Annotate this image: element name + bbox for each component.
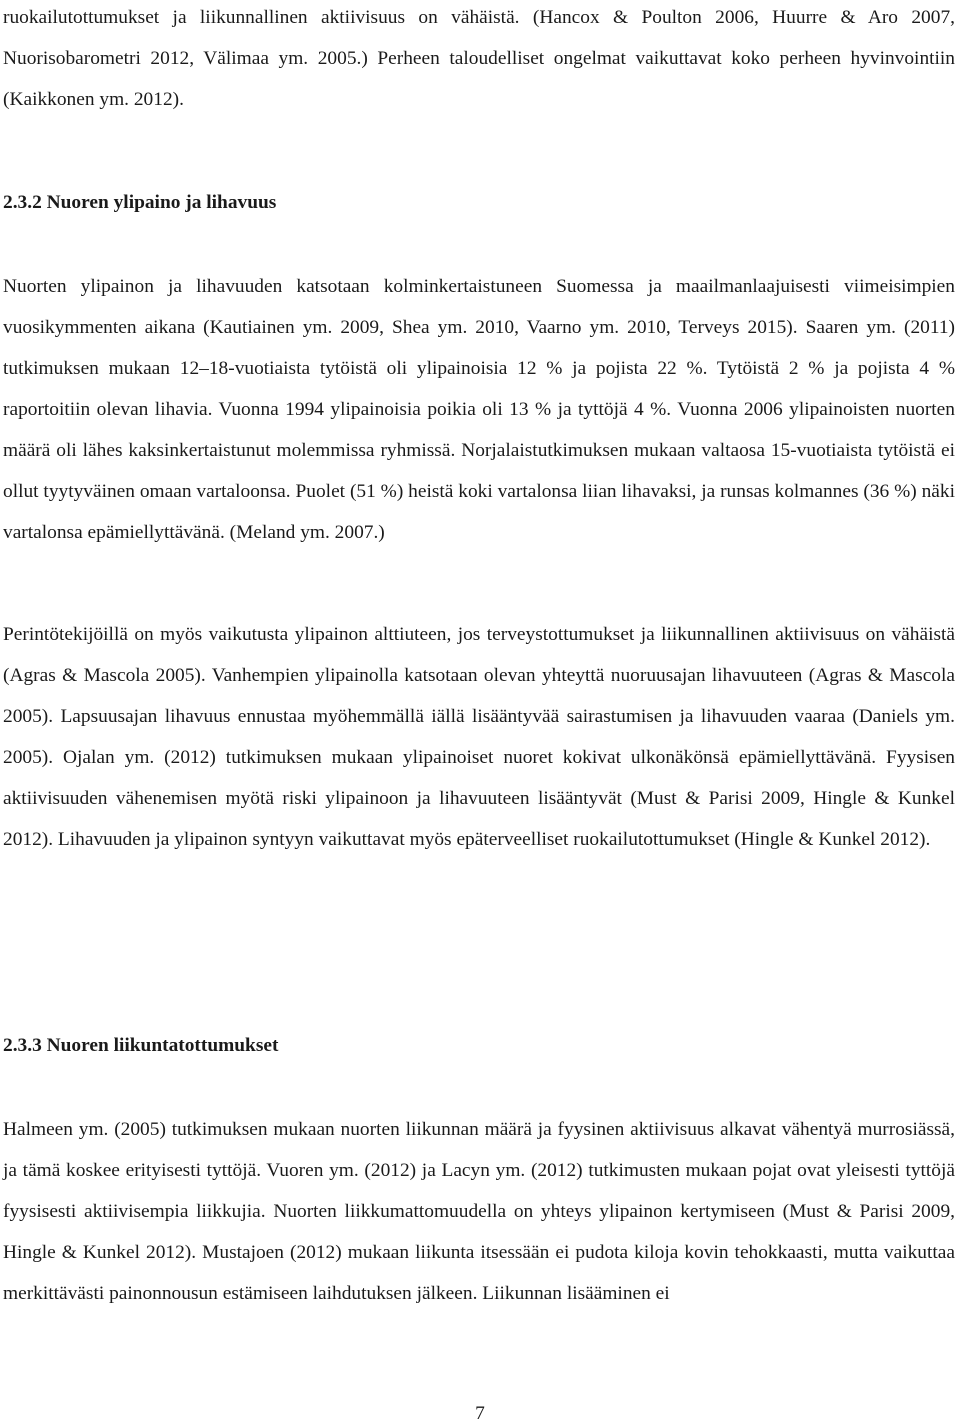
page-number: 7 bbox=[475, 1403, 485, 1424]
section-heading-2-3-3: 2.3.3 Nuoren liikuntatottumukset bbox=[3, 1035, 279, 1056]
section-heading-2-3-2: 2.3.2 Nuoren ylipaino ja lihavuus bbox=[3, 192, 277, 213]
paragraph-heredity-factors: Perintötekijöillä on myös vaikutusta ylipainon alttiuteen, jos terveystottumukset ja liikunnallinen aktiivisuus on vähäistä (Agras & Mascola 2005). Vanhempien ylipainolla katsotaan olevan yhteyttä nuoruusajan lihavuuteen (Agras & Mascola 2005). Lapsuusajan lihavuus ennustaa myöhemmällä iällä lisääntyvää sairastumisen ja lihavuuden vaaraa (Daniels ym. 2005). Ojalan ym. (2012) tutkimuksen mukaan ylipainoiset nuoret kokivat ulkonäkönsä epämiellyttävänä. Fyysisen aktiivisuuden vähenemisen myötä riski ylipainoon ja lihavuuteen lisääntyvät (Must & Parisi 2009, Hingle & Kunkel 2012). Lihavuuden ja ylipainon syntyyn vaikuttavat myös epäterveelliset ruokailutottumukset (Hingle & Kunkel 2012). bbox=[3, 624, 955, 850]
paragraph-intro-continued: ruokailutottumukset ja liikunnallinen aktiivisuus on vähäistä. (Hancox & Poulton 2006, Huurre & Aro 2007, Nuorisobarometri 2012, Välimaa ym. 2005.) Perheen taloudelliset ongelmat vaikuttavat koko perheen hyvinvointiin (Kaikkonen ym. 2012). bbox=[3, 7, 955, 110]
paragraph-exercise-habits: Halmeen ym. (2005) tutkimuksen mukaan nuorten liikunnan määrä ja fyysinen aktiivisuus alkavat vähentyä murrosiässä, ja tämä koskee erityisesti tyttöjä. Vuoren ym. (2012) ja Lacyn ym. (2012) tutkimusten mukaan pojat ovat yleisesti tyttöjä fyysisesti aktiivisempia liikkujia. Nuorten liikkumattomuudella on yhteys ylipainon kertymiseen (Must & Parisi 2009, Hingle & Kunkel 2012). Mustajoen (2012) mukaan liikunta itsessään ei pudota kiloja kovin tehokkaasti, mutta vaikuttaa merkittävästi painonnousun estämiseen laihdutuksen jälkeen. Liikunnan lisääminen ei bbox=[3, 1119, 955, 1304]
paragraph-overweight-statistics: Nuorten ylipainon ja lihavuuden katsotaan kolminkertaistuneen Suomessa ja maailmanlaajuisesti viimeisimpien vuosikymmenten aikana (Kautiainen ym. 2009, Shea ym. 2010, Vaarno ym. 2010, Terveys 2015). Saaren ym. (2011) tutkimuksen mukaan 12–18-vuotiaista tytöistä oli ylipainoisia 12 % ja pojista 22 %. Tytöistä 2 % ja pojista 4 % raportoitiin olevan lihavia. Vuonna 1994 ylipainoisia poikia oli 13 % ja tyttöjä 4 %. Vuonna 2006 ylipainoisten nuorten määrä oli lähes kaksinkertaistunut molemmissa ryhmissä. Norjalaistutkimuksen mukaan valtaosa 15-vuotiaista tytöistä ei ollut tyytyväinen omaan vartaloonsa. Puolet (51 %) heistä koki vartalonsa liian lihavaksi, ja runsas kolmannes (36 %) näki vartalonsa epämiellyttävänä. (Meland ym. 2007.) bbox=[3, 276, 955, 543]
